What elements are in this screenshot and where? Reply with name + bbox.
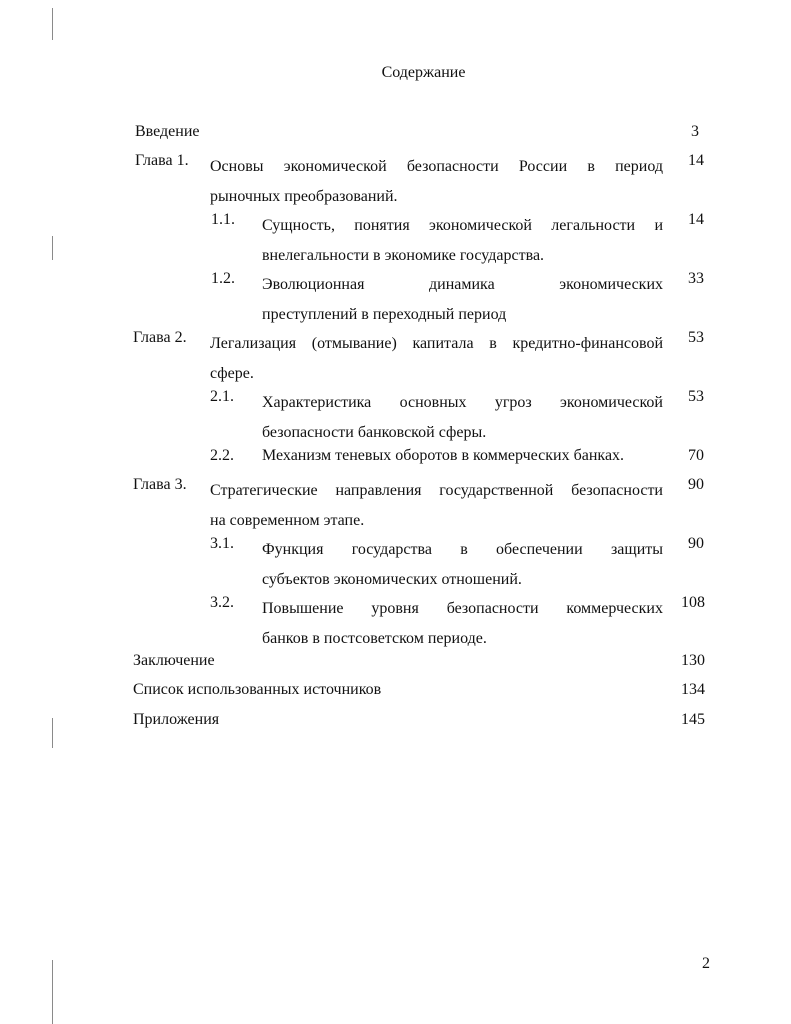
toc-entry-label: Глава 1. — [135, 152, 189, 169]
toc-entry-text — [262, 211, 663, 270]
toc-entry-section-1-1 — [0, 211, 791, 271]
toc-entry-label: 3.2. — [210, 594, 234, 611]
toc-entry-line: безопасности банковской сферы. — [262, 423, 487, 441]
toc-entry-line: Основы экономической безопасности России в период — [210, 158, 663, 175]
toc-entry-text — [262, 388, 663, 447]
toc-entry-line: Функция государства в обеспечении защиты — [262, 541, 663, 558]
toc-entry-text — [210, 329, 663, 388]
toc-entry-line: Стратегические направления государственной безопасности — [210, 482, 663, 499]
page-number: 2 — [702, 955, 710, 972]
toc-entry-page: 90 — [688, 535, 704, 552]
toc-entry-label: Глава 2. — [133, 329, 187, 346]
toc-entry-line: Повышение уровня безопасности коммерческих — [262, 600, 663, 617]
toc-entry-introduction — [0, 123, 791, 153]
page-title: Содержание — [381, 64, 466, 81]
toc-entry-section-1-2 — [0, 270, 791, 330]
toc-entry-text — [210, 152, 663, 211]
toc-entry-text — [210, 476, 663, 535]
toc-entry-line: Сущность, понятия экономической легальности и — [262, 217, 663, 234]
toc-entry-page: 90 — [688, 476, 704, 493]
toc-entry-line: банков в постсоветском периоде. — [262, 629, 487, 647]
toc-entry-section-3-2 — [0, 594, 791, 654]
toc-entry-line: субъектов экономических отношений. — [262, 570, 522, 588]
toc-entry-chapter-3 — [0, 476, 791, 536]
toc-entry-line: Эволюционная динамика экономических — [262, 276, 663, 293]
toc-entry-appendices — [0, 711, 791, 741]
toc-entry-title: Механизм теневых оборотов в коммерческих банках. — [262, 447, 625, 464]
toc-entry-chapter-2 — [0, 329, 791, 389]
toc-entry-line: на современном этапе. — [210, 511, 365, 529]
toc-entry-text — [262, 270, 663, 329]
toc-entry-line: Характеристика основных угроз экономической — [262, 394, 663, 411]
toc-entry-page: 145 — [681, 711, 705, 728]
toc-entry-page: 53 — [688, 388, 704, 405]
toc-entry-title: Введение — [135, 123, 200, 140]
toc-entry-label: 3.1. — [210, 535, 234, 552]
toc-entry-page: 130 — [681, 652, 705, 669]
toc-entry-conclusion — [0, 652, 791, 682]
toc-entry-section-2-2 — [0, 447, 791, 477]
toc-entry-text — [262, 535, 663, 594]
toc-entry-title: Заключение — [133, 652, 215, 669]
toc-entry-label: 1.1. — [211, 211, 235, 228]
toc-entry-page: 70 — [688, 447, 704, 464]
toc-entry-label: 1.2. — [211, 270, 235, 287]
toc-entry-page: 134 — [681, 681, 705, 698]
toc-entry-chapter-1 — [0, 152, 791, 212]
toc-entry-page: 33 — [688, 270, 704, 287]
toc-entry-references — [0, 681, 791, 711]
toc-entry-page: 3 — [691, 123, 699, 140]
toc-entry-page: 14 — [688, 211, 704, 228]
toc-entry-title: Список использованных источников — [133, 681, 382, 698]
scan-artifact-line — [52, 960, 53, 1024]
toc-entry-label: 2.1. — [210, 388, 234, 405]
toc-entry-page: 14 — [688, 152, 704, 169]
toc-entry-title: Приложения — [133, 711, 220, 728]
toc-entry-label: 2.2. — [210, 447, 234, 464]
toc-entry-text — [262, 594, 663, 653]
toc-entry-page: 53 — [688, 329, 704, 346]
toc-entry-line: рыночных преобразований. — [210, 187, 398, 205]
scan-artifact-line — [52, 8, 53, 40]
toc-entry-line: сфере. — [210, 364, 254, 382]
toc-entry-page: 108 — [681, 594, 705, 611]
toc-entry-line: преступлений в переходный период — [262, 305, 507, 323]
toc-entry-section-2-1 — [0, 388, 791, 448]
toc-entry-label: Глава 3. — [133, 476, 187, 493]
toc-entry-line: Легализация (отмывание) капитала в кредитно-финансовой — [210, 335, 663, 352]
toc-entry-line: внелегальности в экономике государства. — [262, 246, 545, 264]
toc-entry-section-3-1 — [0, 535, 791, 595]
